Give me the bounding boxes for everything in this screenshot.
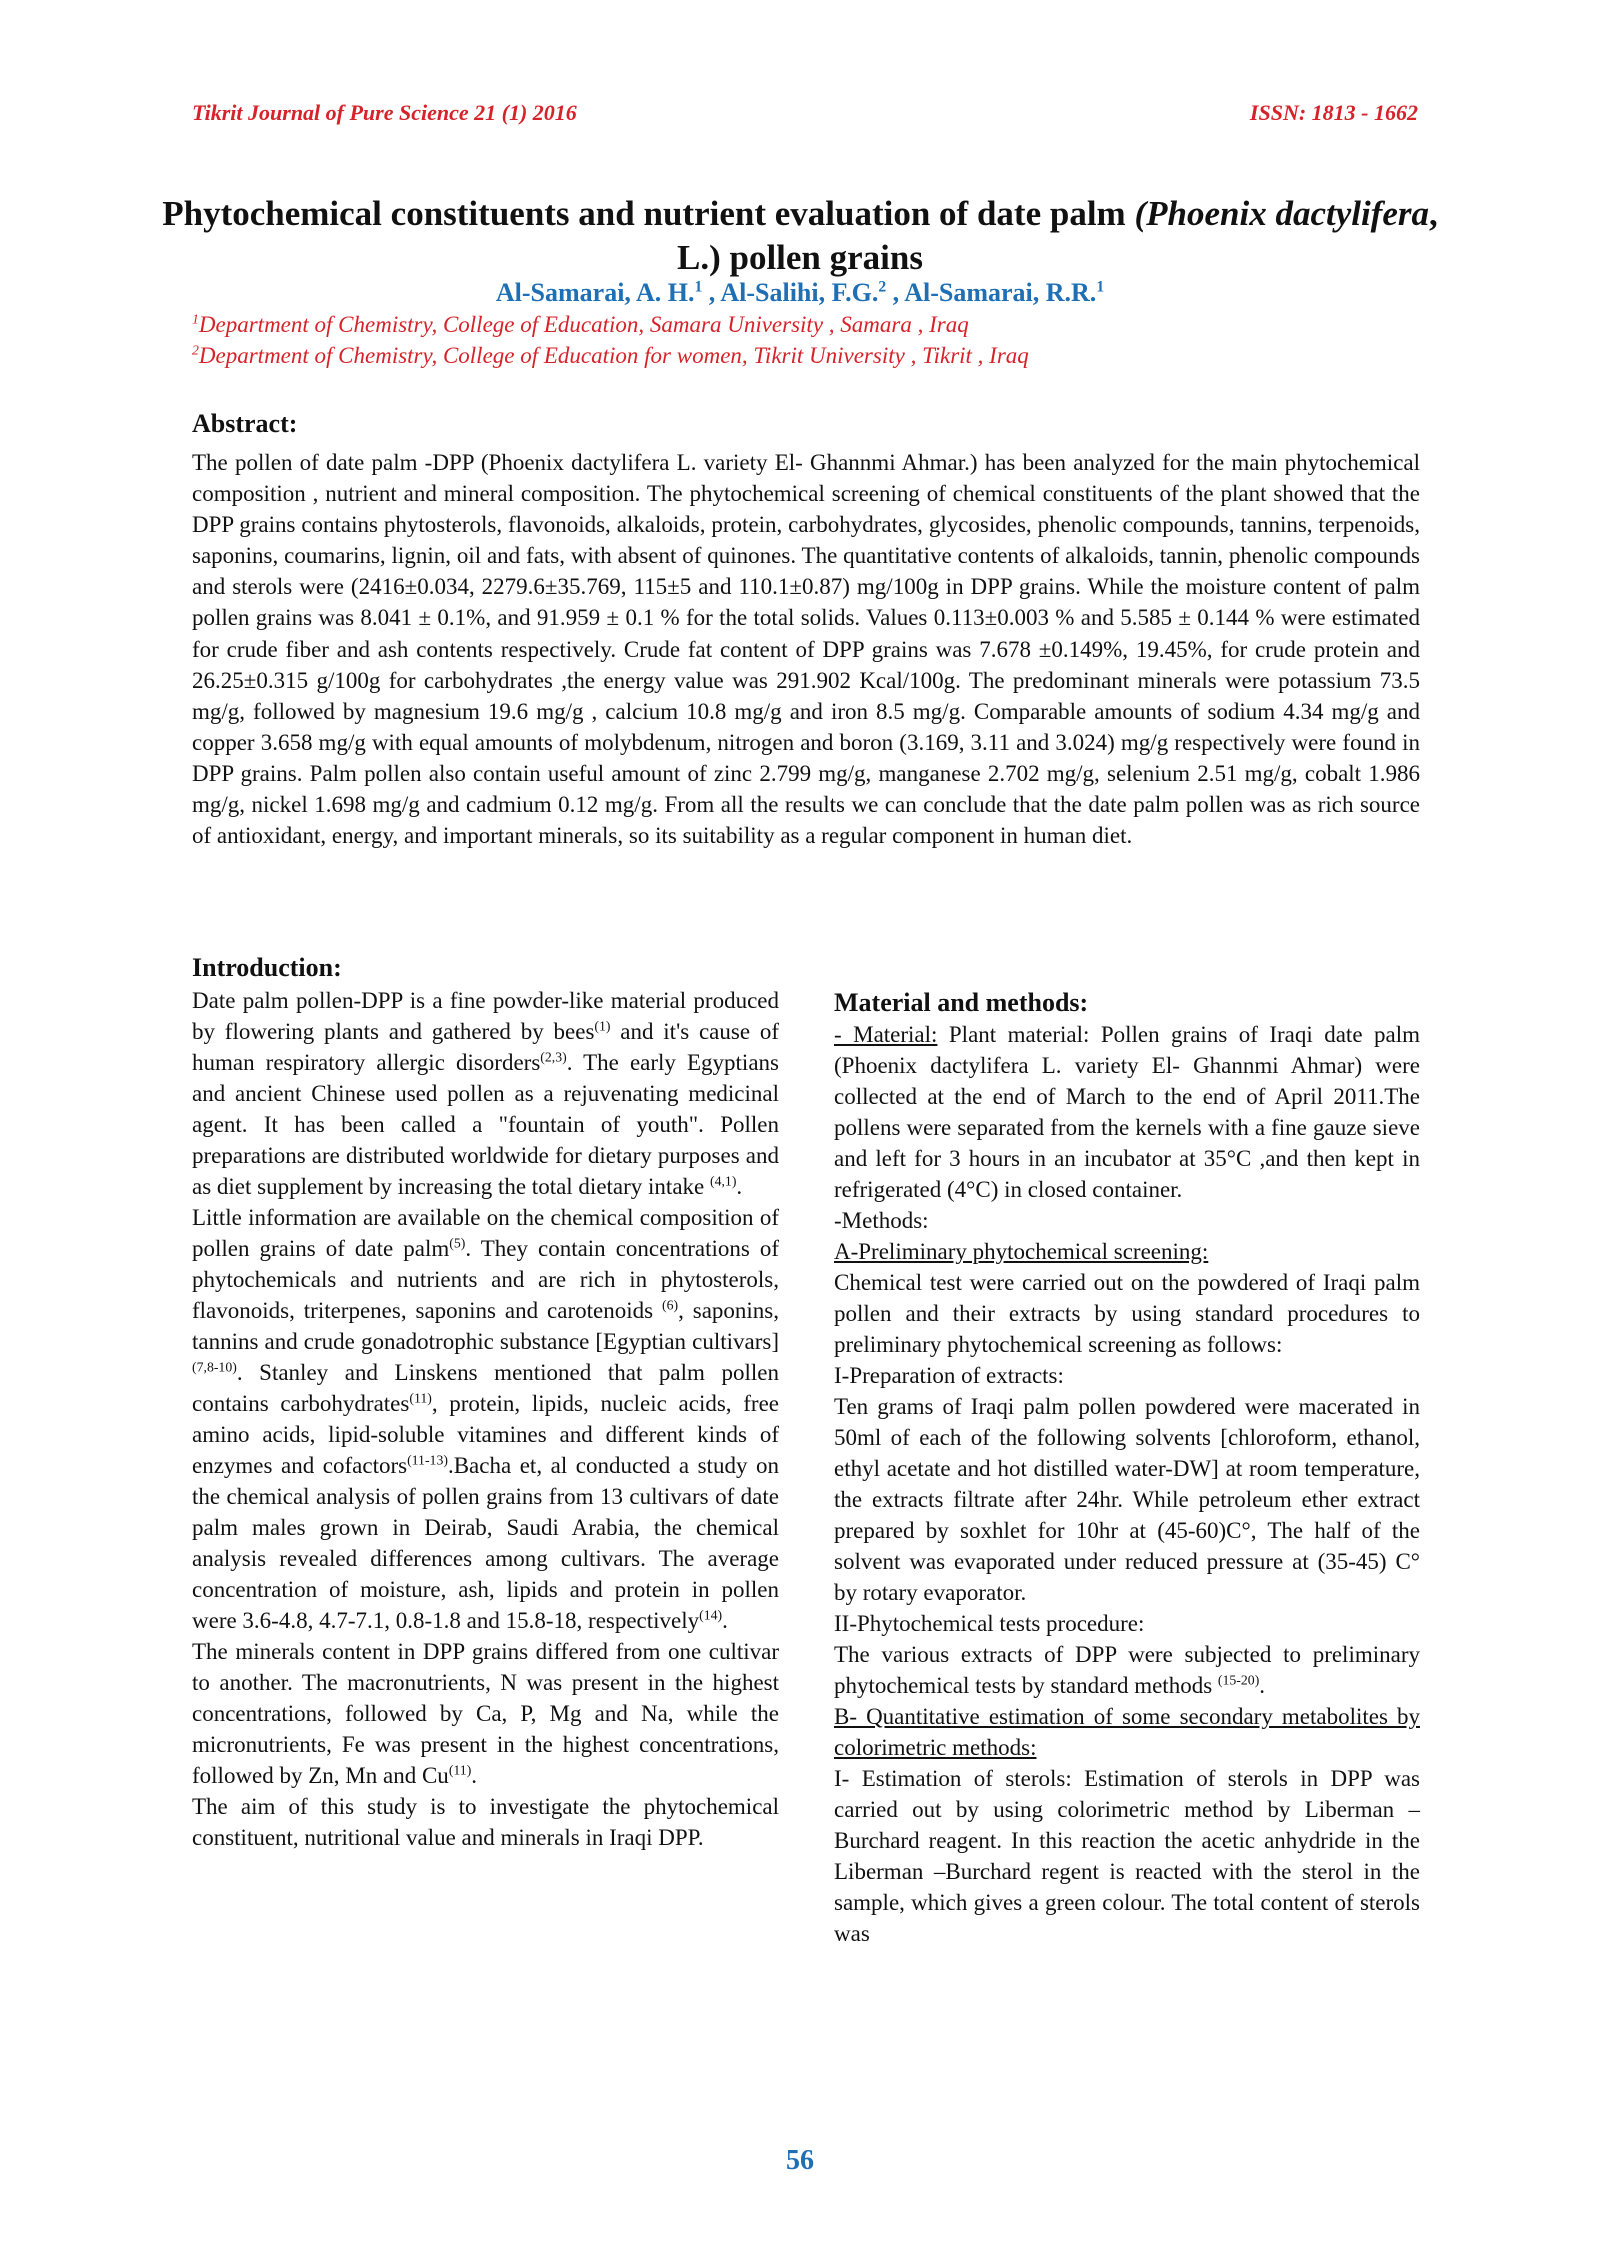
extracts-text: Ten grams of Iraqi palm pollen powdered were macerated in 50ml of each of the following solvents [chloroform, ethanol, ethyl acetate and hot distilled water-DW] at room temperature, the extracts filtrate after 24hr. While petroleum ether extract prepared by soxhlet for 10hr at (45-60)C°, The half of the solvent was evaporated under reduced pressure at (35-45) C° by rotary evaporator. [834, 1394, 1420, 1605]
tests-text: The various extracts of DPP were subjected to preliminary phytochemical tests by standard methods [834, 1642, 1420, 1698]
intro-p3-text-b: . [471, 1763, 478, 1788]
screening-heading: A-Preliminary phytochemical screening: [834, 1239, 1209, 1264]
author-1-sup: 1 [694, 278, 703, 296]
intro-p1-text-b: and it's cause of human respiratory allergic disorders [192, 1019, 779, 1075]
quantitative-heading: B- Quantitative estimation of some secondary metabolites by colorimetric methods: [834, 1704, 1420, 1760]
author-list [150, 278, 1450, 308]
abstract-heading: Abstract: [192, 409, 298, 438]
journal-header: Tikrit Journal of Pure Science 21 (1) 2016 [192, 100, 577, 125]
intro-p1-text-a: Date palm pollen-DPP is a fine powder-like material produced by flowering plants and gathered by bees [192, 988, 779, 1044]
intro-p2-text-e: , protein, lipids, nucleic acids, free amino acids, lipid-soluble vitamines and different kinds of enzymes and cofactors [192, 1391, 779, 1478]
issn-header: ISSN: 1813 - 1662 [1249, 100, 1418, 125]
paper-title [150, 192, 1450, 280]
material-paragraph [834, 1019, 1420, 1205]
screening-text: Chemical test were carried out on the powdered of Iraqi palm pollen and their extracts by using standard procedures to preliminary phytochemical screening as follows: [834, 1270, 1420, 1357]
methods-column [834, 987, 1420, 1949]
intro-p1-text-c: . The early Egyptians and ancient Chinese used pollen as a rejuvenating medicinal agent. It has been called a "fountain of youth". Pollen preparations are distributed worldwide for dietary purposes and as diet supplement by increasing the total dietary intake [192, 1050, 779, 1199]
citation: (4,1) [709, 1173, 737, 1189]
tests-heading: II-Phytochemical tests procedure: [834, 1611, 1145, 1636]
intro-p2-text-a: Little information are available on the chemical composition of pollen grains of date palm [192, 1205, 779, 1261]
introduction-column [192, 985, 779, 1853]
methods-label: -Methods: [834, 1208, 929, 1233]
affiliation-2 [192, 343, 1029, 369]
affiliation-1-text: Department of Chemistry, College of Education, Samara University , Samara , Iraq [198, 312, 969, 337]
intro-p2-text-g: . [722, 1608, 728, 1633]
affiliation-1-sup: 1 [192, 311, 199, 327]
title-part2: (Phoenix dactylifera [1134, 194, 1429, 233]
intro-p1-text-d: . [736, 1174, 743, 1199]
author-2: , Al-Salihi, F.G. [702, 278, 879, 307]
citation: (11) [409, 1390, 432, 1406]
material-text: Plant material: Pollen grains of Iraqi date palm (Phoenix dactylifera L. variety El- Ghannmi Ahmar) were collected at the end of March to the end of April 2011.The pollens were separated from the kernels with a fine gauze sieve and left for 3 hours in an incubator at 35°C ,and then kept in refrigerated (4°C) in closed container. [834, 1022, 1420, 1202]
author-1: Al-Samarai, A. H. [495, 278, 695, 307]
citation: (11-13) [407, 1452, 448, 1468]
tests-end: . [1259, 1673, 1266, 1698]
citation: (1) [594, 1018, 611, 1034]
author-3-sup: 1 [1096, 278, 1105, 296]
intro-p3-text-a: The minerals content in DPP grains differed from one cultivar to another. The macronutrients, N was present in the highest concentrations, followed by Ca, P, Mg and Na, while the micronutrients, Fe was present in the highest concentrations, followed by Zn, Mn and Cu [192, 1639, 779, 1788]
citation: (14) [699, 1607, 723, 1623]
title-part1: Phytochemical constituents and nutrient evaluation of date palm [162, 194, 1135, 233]
affiliation-2-sup: 2 [192, 342, 199, 358]
intro-p2-text-b: . They contain concentrations of phytochemicals and nutrients and are rich in phytosterols, flavonoids, triterpenes, saponins and carotenoids [192, 1236, 779, 1323]
abstract-body: The pollen of date palm -DPP (Phoenix dactylifera L. variety El- Ghannmi Ahmar.) has been analyzed for the main phytochemical composition , nutrient and mineral composition. The phytochemical screening of chemical constituents of the plant showed that the DPP grains contains phytosterols, flavonoids, alkaloids, protein, carbohydrates, glycosides, phenolic compounds, tannins, terpenoids, saponins, coumarins, lignin, oil and fats, with absent of quinones. The quantitative contents of alkaloids, tannin, phenolic compounds and sterols were (2416±0.034, 2279.6±35.769, 115±5 and 110.1±0.87) mg/100g in DPP grains. While the moisture content of palm pollen grains was 8.041 ± 0.1%, and 91.959 ± 0.1 % for the total solids. Values 0.113±0.003 % and 5.585 ± 0.144 % were estimated for crude fiber and ash contents respectively. Crude fat content of DPP grains was 7.678 ±0.149%, 19.45%, for crude protein and 26.25±0.315 g/100g for carbohydrates ,the energy value was 291.902 Kcal/100g. The predominant minerals were potassium 73.5 mg/g, followed by magnesium 19.6 mg/g , calcium 10.8 mg/g and iron 8.5 mg/g. Comparable amounts of sodium 4.34 mg/g and copper 3.658 mg/g with equal amounts of molybdenum, nitrogen and boron (3.169, 3.11 and 3.024) mg/g respectively were found in DPP grains. Palm pollen also contain useful amount of zinc 2.799 mg/g, manganese 2.702 mg/g, selenium 2.51 mg/g, cobalt 1.986 mg/g, nickel 1.698 mg/g and cadmium 0.12 mg/g. From all the results we can conclude that the date palm pollen was as rich source of antioxidant, energy, and important minerals, so its suitability as a regular component in human diet. [192, 450, 1420, 849]
intro-p2-text-c: , saponins, tannins and crude gonadotrophic substance [Egyptian cultivars] [192, 1298, 779, 1354]
sterols-text: I- Estimation of sterols: Estimation of sterols in DPP was carried out by using colorimetric method by Liberman – Burchard reagent. In this reaction the acetic anhydride in the Liberman –Burchard regent is reacted with the sterol in the sample, which gives a green colour. The total content of sterols was [834, 1766, 1420, 1946]
affiliation-1 [192, 312, 969, 338]
citation: (7,8-10) [192, 1359, 237, 1375]
intro-paragraph-3 [192, 1636, 779, 1791]
page-number: 56 [786, 2145, 814, 2176]
affiliation-2-text: Department of Chemistry, College of Education for women, Tikrit University , Tikrit , Iraq [198, 343, 1029, 368]
intro-paragraph-2 [192, 1202, 779, 1636]
extracts-heading: I-Preparation of extracts: [834, 1363, 1064, 1388]
title-part3: , L.) pollen grains [676, 194, 1438, 277]
citation: (5) [449, 1235, 466, 1251]
intro-paragraph-1 [192, 985, 779, 1202]
author-3: , Al-Samarai, R.R. [886, 278, 1097, 307]
citation: (6) [661, 1297, 679, 1313]
intro-p2-text-d: . Stanley and Linskens mentioned that palm pollen contains carbohydrates [192, 1360, 779, 1416]
citation: (2,3) [540, 1049, 567, 1065]
citation: (15-20) [1217, 1672, 1260, 1688]
intro-p2-text-f: .Bacha et, al conducted a study on the chemical analysis of pollen grains from 13 cultivars of date palm males grown in Deirab, Saudi Arabia, the chemical analysis revealed differences among cultivars. The average concentration of moisture, ash, lipids and protein in pollen were 3.6-4.8, 4.7-7.1, 0.8-1.8 and 15.8-18, respectively [192, 1453, 779, 1633]
material-label: - Material: [834, 1022, 938, 1047]
methods-heading: Material and methods: [834, 988, 1089, 1017]
introduction-heading: Introduction: [192, 953, 342, 982]
tests-paragraph [834, 1639, 1420, 1701]
intro-paragraph-4: The aim of this study is to investigate the phytochemical constituent, nutritional value and minerals in Iraqi DPP. [192, 1794, 779, 1850]
author-2-sup: 2 [878, 278, 887, 296]
citation: (11) [448, 1762, 472, 1778]
